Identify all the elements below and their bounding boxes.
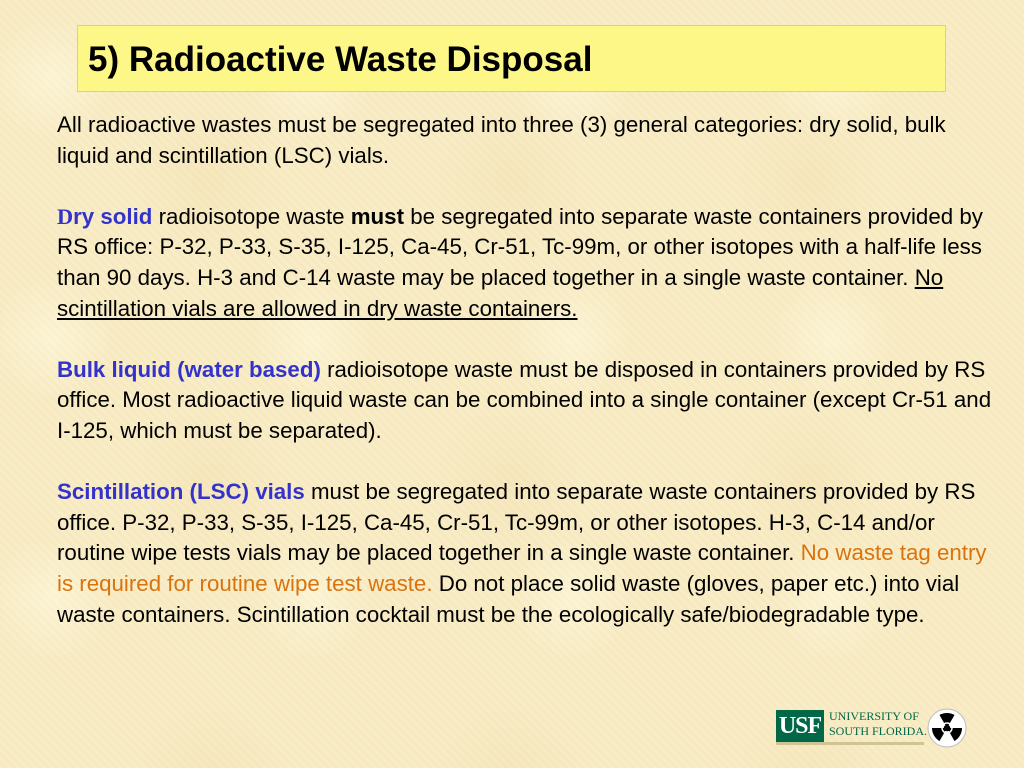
bulk-liquid-heading: Bulk liquid (water based): [57, 356, 321, 382]
dry-solid-heading-rest: ry solid: [73, 203, 153, 229]
bulk-liquid-paragraph: [57, 355, 997, 447]
dry-solid-text-2: be segregated into separate waste containers provided by RS office: P-32, P-33, S-35, I-125, Ca-45, Cr-51, Tc-99m, or other isotopes with a half-life less than 90 days. H-3 and C-14 waste may be placed together in a single waste container.: [57, 203, 983, 290]
usf-gold-bar: [776, 742, 924, 745]
scintillation-text-1: must be segregated into separate waste containers provided by RS office. P-32, P-33, S-35, I-125, Ca-45, Cr-51, Tc-99m, or other isotopes. H-3, C-14 and/or routine wipe tests vials may be placed together in a single waste container.: [57, 479, 976, 566]
radiation-icon: [926, 708, 968, 748]
usf-logo: [776, 708, 968, 748]
usf-name-line-2: SOUTH FLORIDA.: [829, 724, 928, 738]
scintillation-paragraph: [57, 477, 997, 630]
intro-paragraph: [57, 110, 997, 171]
scintillation-highlight: No waste tag entry is required for routine wipe test waste.: [57, 540, 987, 596]
slide-title: 5) Radioactive Waste Disposal: [88, 40, 593, 79]
dry-solid-must: must: [350, 203, 405, 229]
usf-name: [829, 709, 927, 739]
title-box: [77, 25, 946, 92]
dry-solid-text-1: radioisotope waste: [152, 203, 351, 229]
slide-content: [57, 110, 997, 661]
scintillation-heading: Scintillation (LSC) vials: [57, 479, 305, 505]
dry-solid-underlined-note: No scintillation vials are allowed in dry waste containers.: [57, 264, 944, 321]
usf-abbr: USF: [776, 710, 824, 742]
scintillation-text-2: Do not place solid waste (gloves, paper etc.) into vial waste containers. Scintillation cocktail must be the ecologically safe/biodegradable type.: [57, 570, 960, 627]
bulk-liquid-text: radioisotope waste must be disposed in containers provided by RS office. Most radioactive liquid waste can be combined into a single container (except Cr-51 and I-125, which must be separated).: [57, 356, 992, 443]
dry-solid-heading: [57, 204, 152, 229]
dry-solid-paragraph: [57, 202, 997, 324]
usf-name-line-1: UNIVERSITY OF: [829, 709, 919, 723]
intro-text: All radioactive wastes must be segregated into three (3) general categories: dry solid, bulk liquid and scintillation (LSC) vials.: [57, 112, 946, 168]
dry-solid-heading-initial: D: [57, 203, 74, 229]
